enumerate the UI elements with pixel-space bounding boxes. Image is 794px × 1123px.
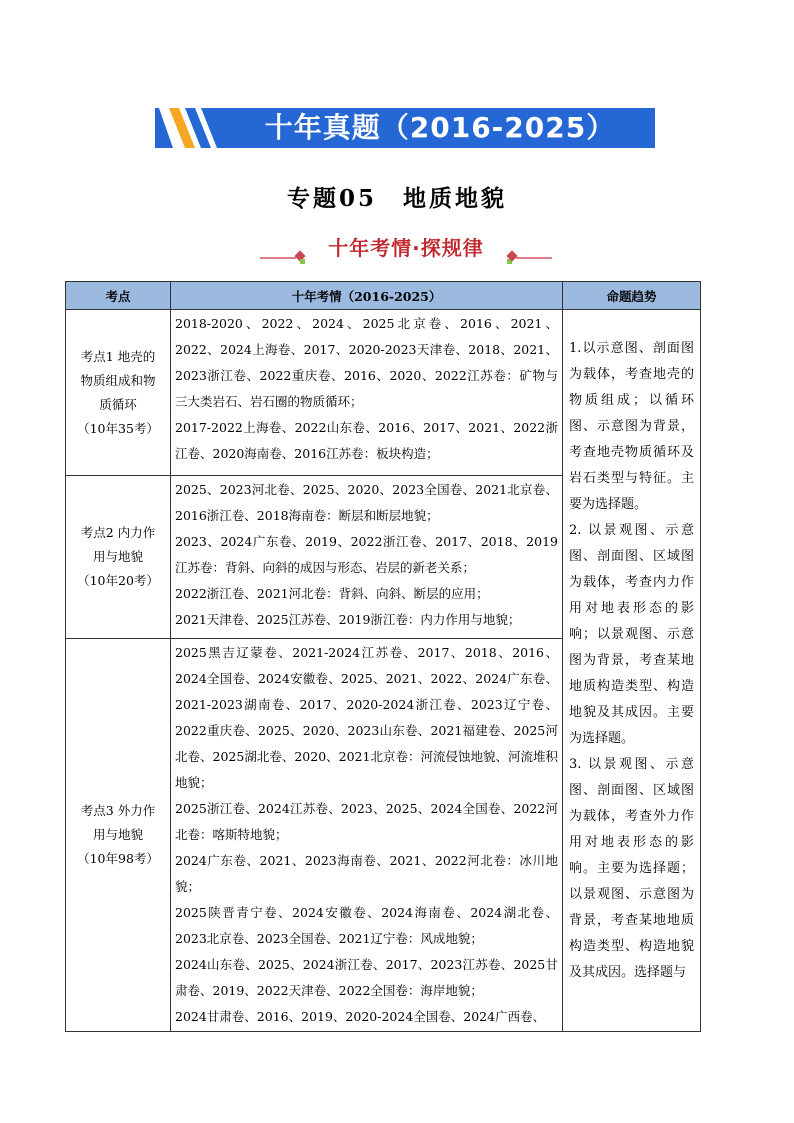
point-count: （10年20考） (77, 573, 159, 588)
point-line: 考点1 地壳的 (80, 348, 156, 364)
square-left (300, 259, 305, 264)
detail-cell (171, 476, 563, 639)
trend-item: 2. 以景观图、示意图、剖面图、区域图为载体，考查内力作用对地表形态的影响；以景观图、示意图为背景，考查某地地质构造类型、构造地貌及其成因。主要为选择题。 (569, 523, 694, 746)
point-cell (66, 476, 171, 639)
point-count: （10年35考） (77, 420, 159, 436)
section-label: 十年考情·探规律 (328, 236, 484, 260)
divider-right (516, 257, 552, 259)
trend-cell (563, 310, 701, 1032)
divider-left (260, 257, 296, 259)
detail-cell (171, 310, 563, 476)
point-cell (66, 310, 171, 476)
point-line: 物质组成和物 (80, 372, 156, 388)
title-banner (155, 108, 655, 148)
trend-item: 1.以示意图、剖面图为载体，考查地壳的物质组成；以循环图、示意图为背景，考查地壳物质循环及岩石类型与特征。主要为选择题。 (569, 341, 694, 512)
detail-item: 2023、2024广东卷、2019、2022浙江卷、2017、2018、2019江苏卷：背斜、向斜的成因与形态、岩层的新老关系； (175, 534, 558, 575)
point-count: （10年98考） (77, 851, 159, 866)
header-point: 考点 (66, 282, 171, 310)
detail-cell (171, 639, 563, 1032)
table-header-row (66, 282, 701, 310)
detail-item: 2024山东卷、2025、2024浙江卷、2017、2023江苏卷、2025甘肃卷、2019、2022天津卷、2022全国卷：海岸地貌； (175, 957, 558, 998)
banner-title: 十年真题（2016-2025） (264, 111, 616, 144)
header-history: 十年考情（2016-2025） (171, 282, 563, 310)
detail-item: 2025、2023河北卷、2025、2020、2023全国卷、2021北京卷、2016浙江卷、2018海南卷：断层和断层地貌； (175, 482, 558, 523)
point-cell (66, 639, 171, 1032)
detail-item: 2022浙江卷、2021河北卷：背斜、向斜、断层的应用； (175, 586, 489, 601)
point-line: 质循环 (99, 396, 137, 412)
point-line: 考点2 内力作 (80, 525, 156, 540)
detail-item: 2017-2022上海卷、2022山东卷、2016、2017、2021、2022浙江卷、2020海南卷、2016江苏卷：板块构造； (175, 420, 558, 461)
detail-item: 2024甘肃卷、2016、2019、2020-2024全国卷、2024广西卷、 (175, 1009, 546, 1024)
trend-item: 3. 以景观图、示意图、剖面图、区域图为载体，考查外力作用对地表形态的影响。主要为选择题；以景观图、示意图为背景，考查某地地质构造类型、构造地貌及其成因。选择题与 (569, 757, 694, 980)
point-line: 用与地貌 (92, 549, 143, 564)
table-row (66, 310, 701, 476)
header-trend: 命题趋势 (563, 282, 701, 310)
detail-item: 2021天津卷、2025江苏卷、2019浙江卷：内力作用与地貌； (175, 612, 521, 627)
stripes-decoration (155, 108, 225, 148)
detail-item: 2025浙江卷、2024江苏卷、2023、2025、2024全国卷、2022河北卷：喀斯特地貌； (175, 801, 558, 842)
exam-analysis-table (65, 281, 701, 1032)
point-line: 用与地貌 (92, 827, 143, 842)
detail-item: 2024广东卷、2021、2023海南卷、2021、2022河北卷：冰川地貌； (175, 853, 558, 894)
detail-item: 2025黑吉辽蒙卷、2021-2024江苏卷、2017、2018、2016、2024全国卷、2024安徽卷、2025、2021、2022、2024广东卷、2021-2023湖南卷、2017、2020-2024浙江卷、2023辽宁卷、2022重庆卷、2025、2020、2023山东卷、2021福建卷、2025河北卷、2025湖北卷、2020、2021北京卷：河流侵蚀地貌、河流堆积地貌； (175, 645, 558, 790)
section-heading (260, 232, 552, 266)
detail-item: 2018-2020、2022、2024、2025北京卷、2016、2021、2022、2024上海卷、2017、2020-2023天津卷、2018、2021、2023浙江卷、2022重庆卷、2016、2020、2022江苏卷：矿物与三大类岩石、岩石圈的物质循环； (175, 316, 558, 409)
detail-item: 2025陕晋青宁卷、2024安徽卷、2024海南卷、2024湖北卷、2023北京卷、2023全国卷、2021辽宁卷：风成地貌； (175, 905, 558, 946)
topic-heading: 专题05 地质地貌 (286, 185, 507, 212)
point-line: 考点3 外力作 (80, 803, 156, 818)
